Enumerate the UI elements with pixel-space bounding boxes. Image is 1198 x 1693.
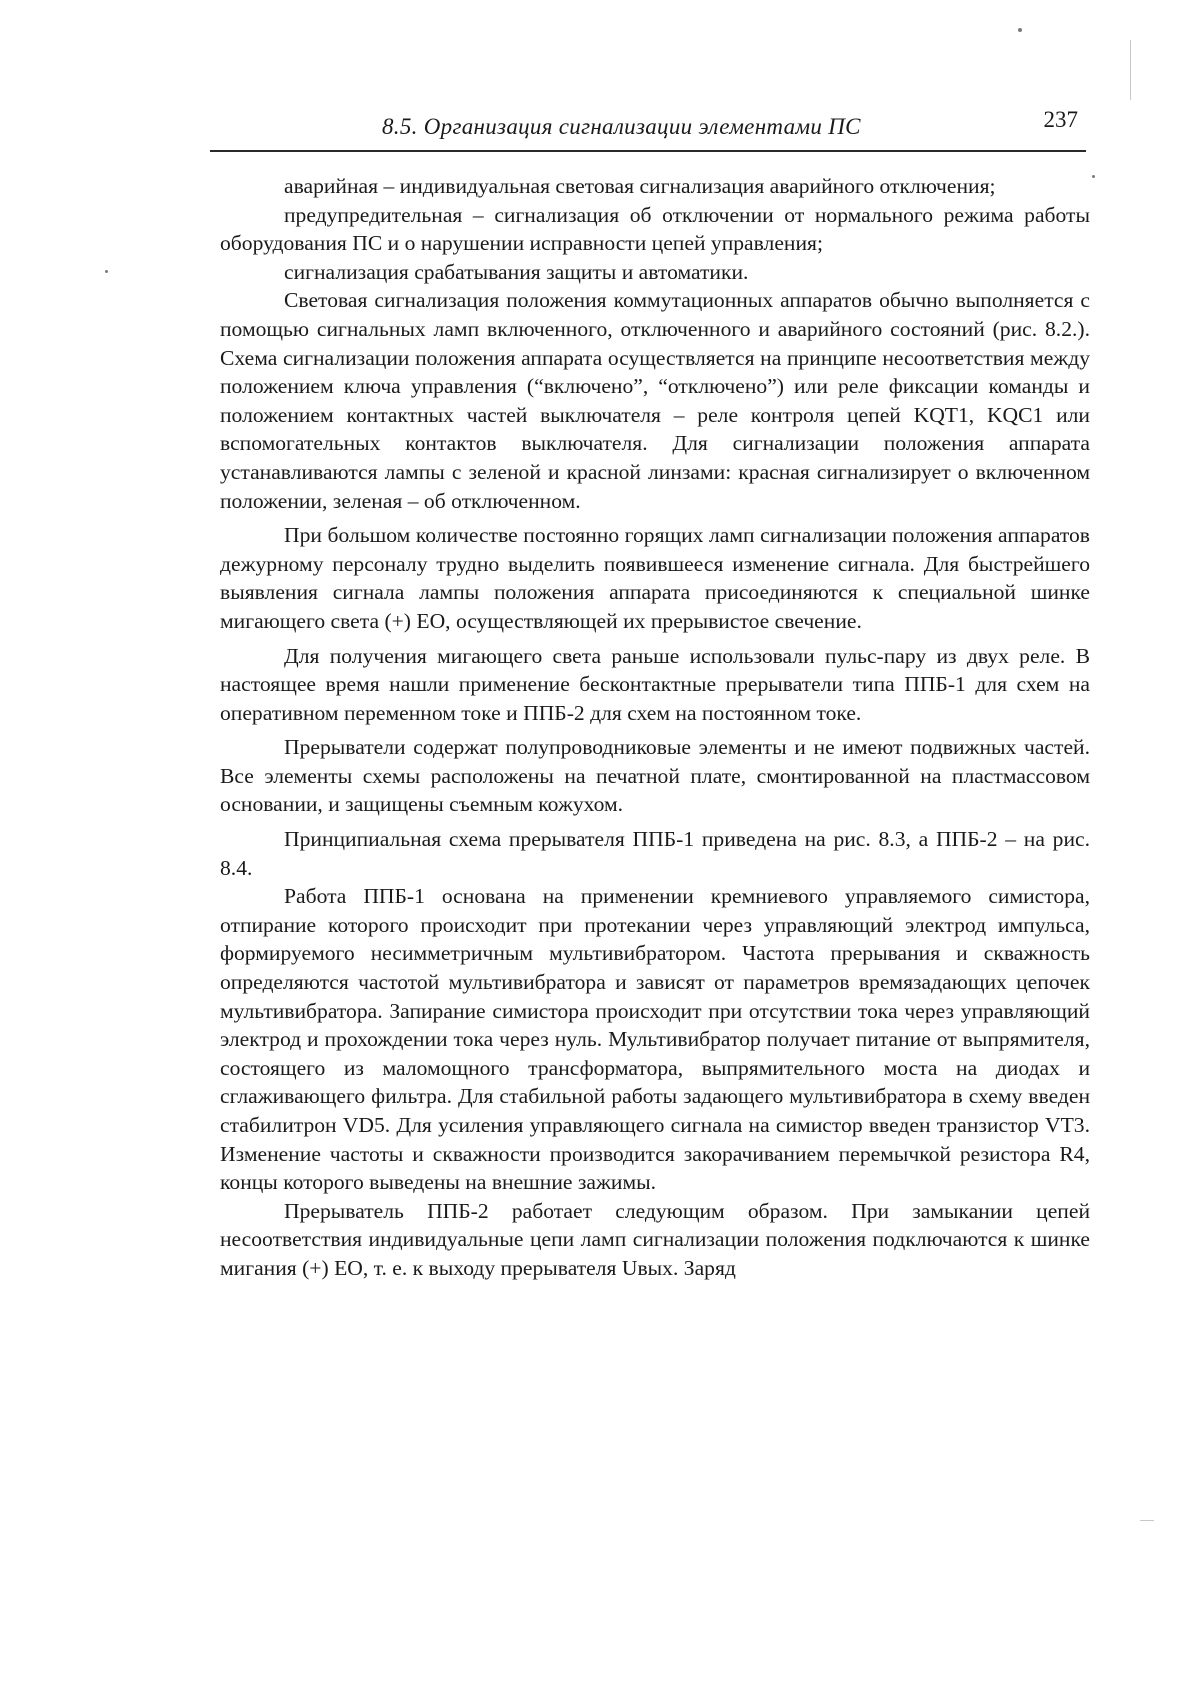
- paragraph: Прерыватель ППБ-2 работает следующим образом. При замыкании цепей несоответствия индивидуальные цепи ламп сигнализации положения подключаются к шинке мигания (+) EO, т. е. к выходу прерывателя Uвых. Заряд: [220, 1198, 1090, 1280]
- paragraph: Прерыватели содержат полупроводниковые элементы и не имеют подвижных частей. Все элементы схемы расположены на печатной плате, смонтированной на пластмассовом основании, и защищены съемным кожухом.: [220, 735, 1090, 817]
- paragraph: сигнализация срабатывания защиты и автоматики.: [284, 259, 749, 284]
- page-number: 237: [1043, 107, 1078, 132]
- paragraph: аварийная – индивидуальная световая сигнализация аварийного отключения;: [284, 174, 996, 198]
- paragraph: Работа ППБ-1 основана на применении кремниевого управляемого симистора, отпирание которого происходит при протекании через управляющий электрод импульса, формируемого несимметричным мультивибратором. Частота прерывания и скважность определяются частотой мультивибратора и зависят от параметров времязадающих цепочек мультивибратора. Запирание симистора происходит при отсутствии тока через управляющий электрод и прохождении тока через нуль. Мультивибратор получает питание от выпрямителя, состоящего из маломощного трансформатора, выпрямительного моста на диодах и сглаживающего фильтра. Для стабильной работы задающего мультивибратора в схему введен стабилитрон VD5. Для усиления управляющего сигнала на симистор введен транзистор VT3. Изменение частоты и скважности производится закорачиванием перемычкой резистора R4, концы которого выведены на внешние зажимы.: [220, 884, 1090, 1195]
- running-header: [210, 102, 1086, 152]
- scan-speck: [1092, 175, 1095, 178]
- scan-artifact: [1130, 40, 1131, 100]
- paragraph: предупредительная – сигнализация об отключении от нормального режима работы оборудования ПС и о нарушении исправности цепей управления;: [220, 202, 1090, 256]
- scan-speck: [1018, 28, 1022, 32]
- scan-artifact: [1140, 1520, 1154, 1521]
- chapter-section-title: 8.5. Организация сигнализации элементами ПС: [382, 114, 861, 139]
- body-text: [220, 172, 1090, 1283]
- paragraph: Для получения мигающего света раньше использовали пульс-пару из двух реле. В настоящее время нашли применение бесконтактные прерыватели типа ППБ-1 для схем на оперативном переменном токе и ППБ-2 для схем на постоянном токе.: [220, 643, 1090, 725]
- paragraph: Принципиальная схема прерывателя ППБ-1 приведена на рис. 8.3, а ППБ-2 – на рис. 8.4.: [220, 827, 1090, 880]
- scan-speck: [105, 270, 108, 273]
- paragraph: При большом количестве постоянно горящих ламп сигнализации положения аппаратов дежурному персоналу трудно выделить появившееся изменение сигнала. Для быстрейшего выявления сигнала лампы положения аппарата присоединяются к специальной шинке мигающего света (+) EO, осуществляющей их прерывистое свечение.: [220, 523, 1090, 633]
- paragraph: Световая сигнализация положения коммутационных аппаратов обычно выполняется с помощью сигнальных ламп включенного, отключенного и аварийного состояний (рис. 8.2.). Схема сигнализации положения аппарата осуществляется на принципе несоответствия между положением ключа управления (“включено”, “отключено”) или реле фиксации команды и положением контактных частей выключателя – реле контроля цепей KQT1, KQC1 или вспомогательных контактов выключателя. Для сигнализации положения аппарата устанавливаются лампы с зеленой и красной линзами: красная сигнализирует о включенном положении, зеленая – об отключенном.: [220, 288, 1090, 513]
